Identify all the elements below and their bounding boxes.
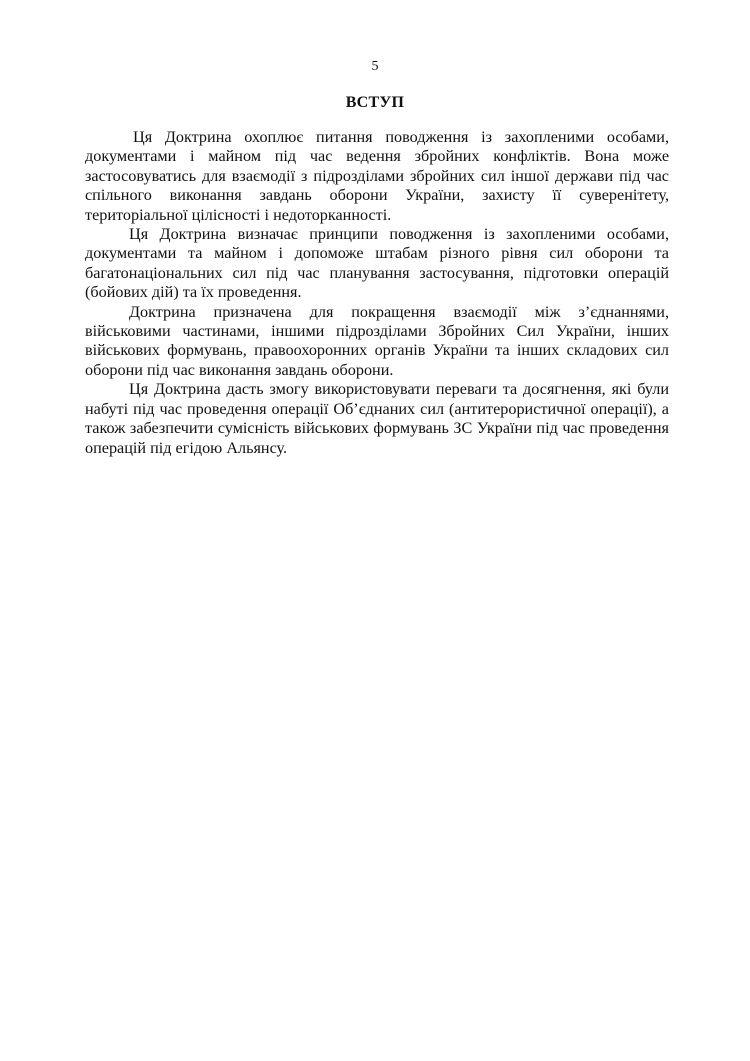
paragraph-purpose: Доктрина призначена для покращення взаємодії між з’єднаннями, військовими частинами, іншими підрозділами Збройних Сил України, інших військових формувань, правоохоронних органів України та інших складових сил оборони під час виконання завдань оборони. [85,302,669,379]
paragraph-principles: Ця Доктрина визначає принципи поводження із захопленими особами, документами та майном і допоможе штабам різного рівня сил оборони та багатонаціональних сил під час планування застосування, підготовки операцій (бойових дій) та їх проведення. [85,225,669,302]
section-heading: ВСТУП [345,94,405,111]
page-number: 5 [371,59,379,74]
paragraph-experience: Ця Доктрина дасть змогу використовувати переваги та досягнення, які були набуті під час проведення операції Об’єднаних сил (антитерористичної операції), а також забезпечити сумісність військових формувань ЗС України під час проведення операцій під егідою Альянсу. [85,380,669,457]
paragraph-scope: Ця Доктрина охоплює питання поводження із захопленими особами, документами і майном під час ведення збройних конфліктів. Вона може застосовуватись для взаємодії з підрозділами збройних сил іншої держави під час спільного виконання завдань оборони України, захисту її суверенітету, територіальної цілісності і недоторканності. [85,128,669,224]
body-text [85,128,669,458]
